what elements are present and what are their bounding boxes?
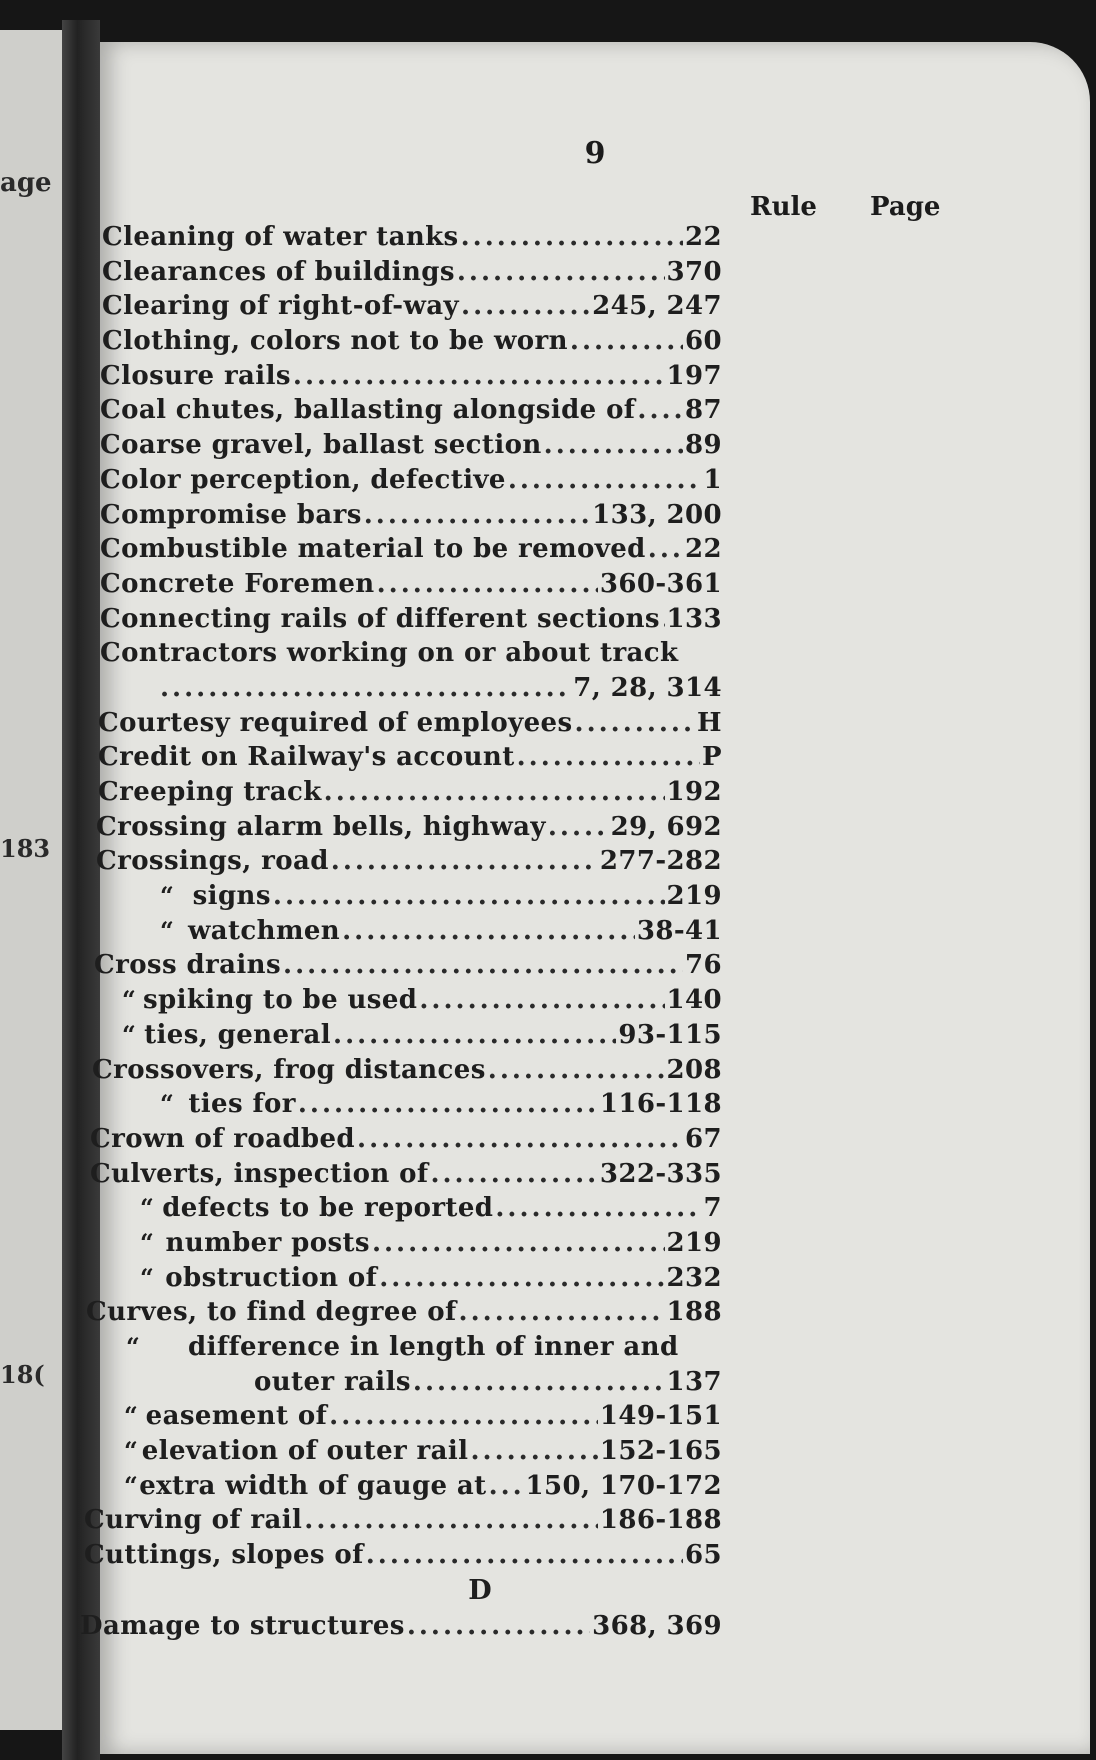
dot-leader <box>413 1367 665 1397</box>
previous-page-edge <box>0 30 62 1730</box>
index-entry <box>140 1263 722 1298</box>
book-binding <box>62 20 100 1760</box>
index-entry <box>160 916 722 951</box>
entry-page-ref: 65 <box>685 1540 722 1571</box>
dot-leader <box>461 222 683 252</box>
entry-label: Culverts, inspection of <box>90 1158 429 1189</box>
entry-label: spiking to be used <box>143 985 418 1016</box>
dot-leader <box>430 1159 597 1189</box>
index-entry <box>84 1540 722 1575</box>
entry-page-ref: 149-151 <box>599 1401 722 1432</box>
page-number: 9 <box>584 136 606 171</box>
dot-leader <box>457 257 665 287</box>
dot-leader <box>544 430 683 460</box>
entry-page-ref: 219 <box>666 881 722 912</box>
ditto-mark: “ <box>140 1193 155 1223</box>
index-entry <box>86 1297 722 1332</box>
index-entry <box>98 742 722 777</box>
dot-leader <box>419 985 664 1015</box>
dot-leader <box>662 604 665 634</box>
entry-page-ref: 188 <box>666 1297 722 1328</box>
entry-label: Crown of roadbed <box>90 1123 356 1154</box>
dot-leader <box>333 1020 616 1050</box>
entry-page-ref: 60 <box>685 326 722 357</box>
entry-page-ref: 245, 247 <box>592 291 722 322</box>
index-entry <box>92 1055 722 1090</box>
entry-label: watchmen <box>187 915 341 946</box>
entry-label: Combustible material to be removed <box>100 534 646 565</box>
entry-page-ref: 186-188 <box>599 1505 722 1536</box>
ditto-mark: “ <box>124 1401 139 1431</box>
previous-page-fragment: age <box>0 168 52 198</box>
entry-label: number posts <box>165 1227 370 1258</box>
ditto-mark: “ <box>122 985 137 1015</box>
dot-leader <box>407 1611 590 1641</box>
page-column-header: Page <box>870 192 941 222</box>
dot-leader <box>461 291 590 321</box>
entry-page-ref: 360-361 <box>599 568 722 599</box>
entry-label: Coarse gravel, ballast section <box>100 430 542 461</box>
section-letter: D <box>468 1574 492 1606</box>
index-entry <box>140 1228 722 1263</box>
entry-page-ref: 232 <box>666 1262 722 1293</box>
index-entry <box>90 1159 722 1194</box>
entry-page-ref: 76 <box>685 950 722 981</box>
ditto-mark: “ <box>140 1262 155 1292</box>
dot-leader <box>508 465 702 495</box>
ditto-mark: “ <box>160 915 175 945</box>
entry-page-ref: 133, 200 <box>592 499 722 530</box>
entry-page-ref: 93-115 <box>618 1019 722 1050</box>
dot-leader <box>377 569 598 599</box>
index-entry <box>100 361 722 396</box>
entry-label: obstruction of <box>165 1262 378 1293</box>
entry-label: outer rails <box>254 1366 411 1397</box>
entry-page-ref: 140 <box>666 985 722 1016</box>
entry-label: Contractors working on or about track <box>100 638 679 669</box>
entry-page-ref: H <box>697 707 722 738</box>
dot-leader <box>160 673 571 703</box>
entry-page-ref: 370 <box>666 256 722 287</box>
dot-leader <box>575 708 696 738</box>
previous-page-fragment: 18( <box>0 1360 45 1389</box>
entry-page-ref: 219 <box>666 1227 722 1258</box>
entry-label: Damage to structures <box>80 1610 405 1641</box>
dot-leader <box>379 1263 664 1293</box>
entry-page-ref: 116-118 <box>599 1089 722 1120</box>
entry-page-ref: 192 <box>666 777 722 807</box>
index-entry <box>124 1401 722 1436</box>
entry-page-ref: 137 <box>666 1366 722 1397</box>
index-page <box>80 42 1090 1754</box>
index-entry <box>122 1020 722 1055</box>
dot-leader <box>648 534 683 564</box>
entry-label: Creeping track <box>98 777 322 807</box>
index-entry <box>160 881 722 916</box>
entry-page-ref: 22 <box>685 222 722 252</box>
dot-leader <box>273 881 665 911</box>
index-entry <box>100 465 722 500</box>
index-entry <box>124 1471 722 1506</box>
entry-label: Connecting rails of different sections <box>100 603 660 634</box>
entry-label: Color perception, defective <box>100 464 506 495</box>
rule-column-header: Rule <box>750 192 817 222</box>
index-entry <box>124 1436 722 1471</box>
index-entry <box>102 257 722 292</box>
entry-page-ref: 150, 170-172 <box>525 1470 722 1501</box>
dot-leader <box>357 1124 683 1154</box>
entry-label: Courtesy required of employees <box>98 707 573 738</box>
dot-leader <box>470 1436 597 1466</box>
dot-leader <box>293 361 665 391</box>
entry-label: Credit on Railway's account <box>98 742 515 773</box>
index-entry <box>100 638 722 673</box>
index-entry <box>84 1505 722 1540</box>
entry-page-ref: 22 <box>685 534 722 565</box>
entry-label: Closure rails <box>100 360 291 391</box>
entry-label: Concrete Foremen <box>100 568 375 599</box>
dot-leader <box>489 1471 524 1501</box>
index-entry <box>98 777 722 812</box>
entry-label: Cleaning of water tanks <box>102 222 459 252</box>
entry-page-ref: 277-282 <box>599 846 722 877</box>
index-entry <box>122 985 722 1020</box>
index-entry <box>100 430 722 465</box>
dot-leader <box>488 1055 665 1085</box>
index-entry <box>94 950 722 985</box>
index-entry <box>100 500 722 535</box>
entry-label: difference in length of inner and <box>188 1332 679 1362</box>
entry-page-ref: 29, 692 <box>610 811 722 842</box>
entry-label: ties, general <box>144 1019 332 1050</box>
dot-leader <box>459 1297 665 1327</box>
index-entry <box>158 673 722 708</box>
entry-label: Crossing alarm bells, highway <box>96 811 546 842</box>
entry-page-ref: 1 <box>703 464 722 495</box>
dot-leader <box>331 846 598 876</box>
ditto-mark: “ <box>140 1227 155 1257</box>
entry-page-ref: 368, 369 <box>592 1610 722 1641</box>
entry-page-ref: 7, 28, 314 <box>573 672 722 703</box>
dot-leader <box>637 395 683 425</box>
index-entry <box>102 291 722 326</box>
entry-label: Crossovers, frog distances <box>92 1054 486 1085</box>
index-entries <box>80 222 1090 1646</box>
ditto-mark: “ <box>126 1332 141 1361</box>
index-entry <box>102 222 722 257</box>
index-entry <box>90 1124 722 1159</box>
entry-page-ref: 197 <box>666 360 722 391</box>
entry-page-ref: 38-41 <box>636 915 722 946</box>
dot-leader <box>283 950 683 980</box>
index-entry <box>100 604 722 639</box>
dot-leader <box>372 1228 665 1258</box>
index-entry <box>102 326 722 361</box>
dot-leader <box>342 916 635 946</box>
index-entry <box>126 1332 722 1367</box>
entry-label: Cuttings, slopes of <box>84 1540 364 1571</box>
entry-label: signs <box>192 881 271 912</box>
index-entry <box>100 569 722 604</box>
dot-leader <box>517 742 700 772</box>
entry-page-ref: 7 <box>703 1193 722 1224</box>
ditto-mark: “ <box>122 1019 137 1049</box>
entry-label: Curving of rail <box>84 1505 303 1536</box>
entry-label: Cross drains <box>94 950 282 981</box>
entry-page-ref: 133 <box>666 603 722 634</box>
entry-page-ref: 67 <box>685 1123 722 1154</box>
dot-leader <box>495 1193 701 1223</box>
entry-label: extra width of gauge at <box>139 1470 487 1501</box>
ditto-mark: “ <box>160 881 175 911</box>
previous-page-fragment: 183 <box>0 834 51 863</box>
ditto-mark: “ <box>124 1436 139 1466</box>
index-entry <box>160 1089 722 1124</box>
entry-page-ref: P <box>702 742 722 773</box>
entry-page-ref: 152-165 <box>599 1436 722 1467</box>
ditto-mark: “ <box>160 1089 175 1119</box>
entry-label: ties for <box>188 1089 296 1120</box>
entry-page-ref: 208 <box>666 1054 722 1085</box>
index-entry <box>100 395 722 430</box>
entry-label: Clothing, colors not to be worn <box>102 326 568 357</box>
entry-page-ref: 87 <box>685 395 722 426</box>
entry-label: easement of <box>145 1401 328 1432</box>
index-entry <box>98 708 722 743</box>
ditto-mark: “ <box>124 1470 139 1500</box>
entry-label: Clearing of right-of-way <box>102 291 460 322</box>
entry-label: elevation of outer rail <box>141 1436 469 1467</box>
dot-leader <box>324 777 665 807</box>
dot-leader <box>298 1089 598 1119</box>
entry-label: Crossings, road <box>96 846 329 877</box>
entry-label: Curves, to find degree of <box>86 1297 457 1328</box>
index-entry <box>96 846 722 881</box>
index-entry <box>140 1193 722 1228</box>
entry-label: Compromise bars <box>100 499 362 530</box>
dot-leader <box>366 1540 683 1570</box>
index-entry <box>96 812 722 847</box>
index-entry <box>254 1367 722 1402</box>
dot-leader <box>364 500 590 530</box>
index-entry <box>100 534 722 569</box>
dot-leader <box>304 1505 598 1535</box>
entry-label: Coal chutes, ballasting alongside of <box>100 395 636 426</box>
index-entry <box>80 1611 722 1646</box>
entry-page-ref: 322-335 <box>599 1158 722 1189</box>
dot-leader <box>570 326 683 356</box>
dot-leader <box>329 1401 598 1431</box>
entry-label: defects to be reported <box>162 1193 494 1224</box>
entry-page-ref: 89 <box>685 430 722 461</box>
dot-leader <box>548 812 609 842</box>
entry-label: Clearances of buildings <box>102 256 455 287</box>
